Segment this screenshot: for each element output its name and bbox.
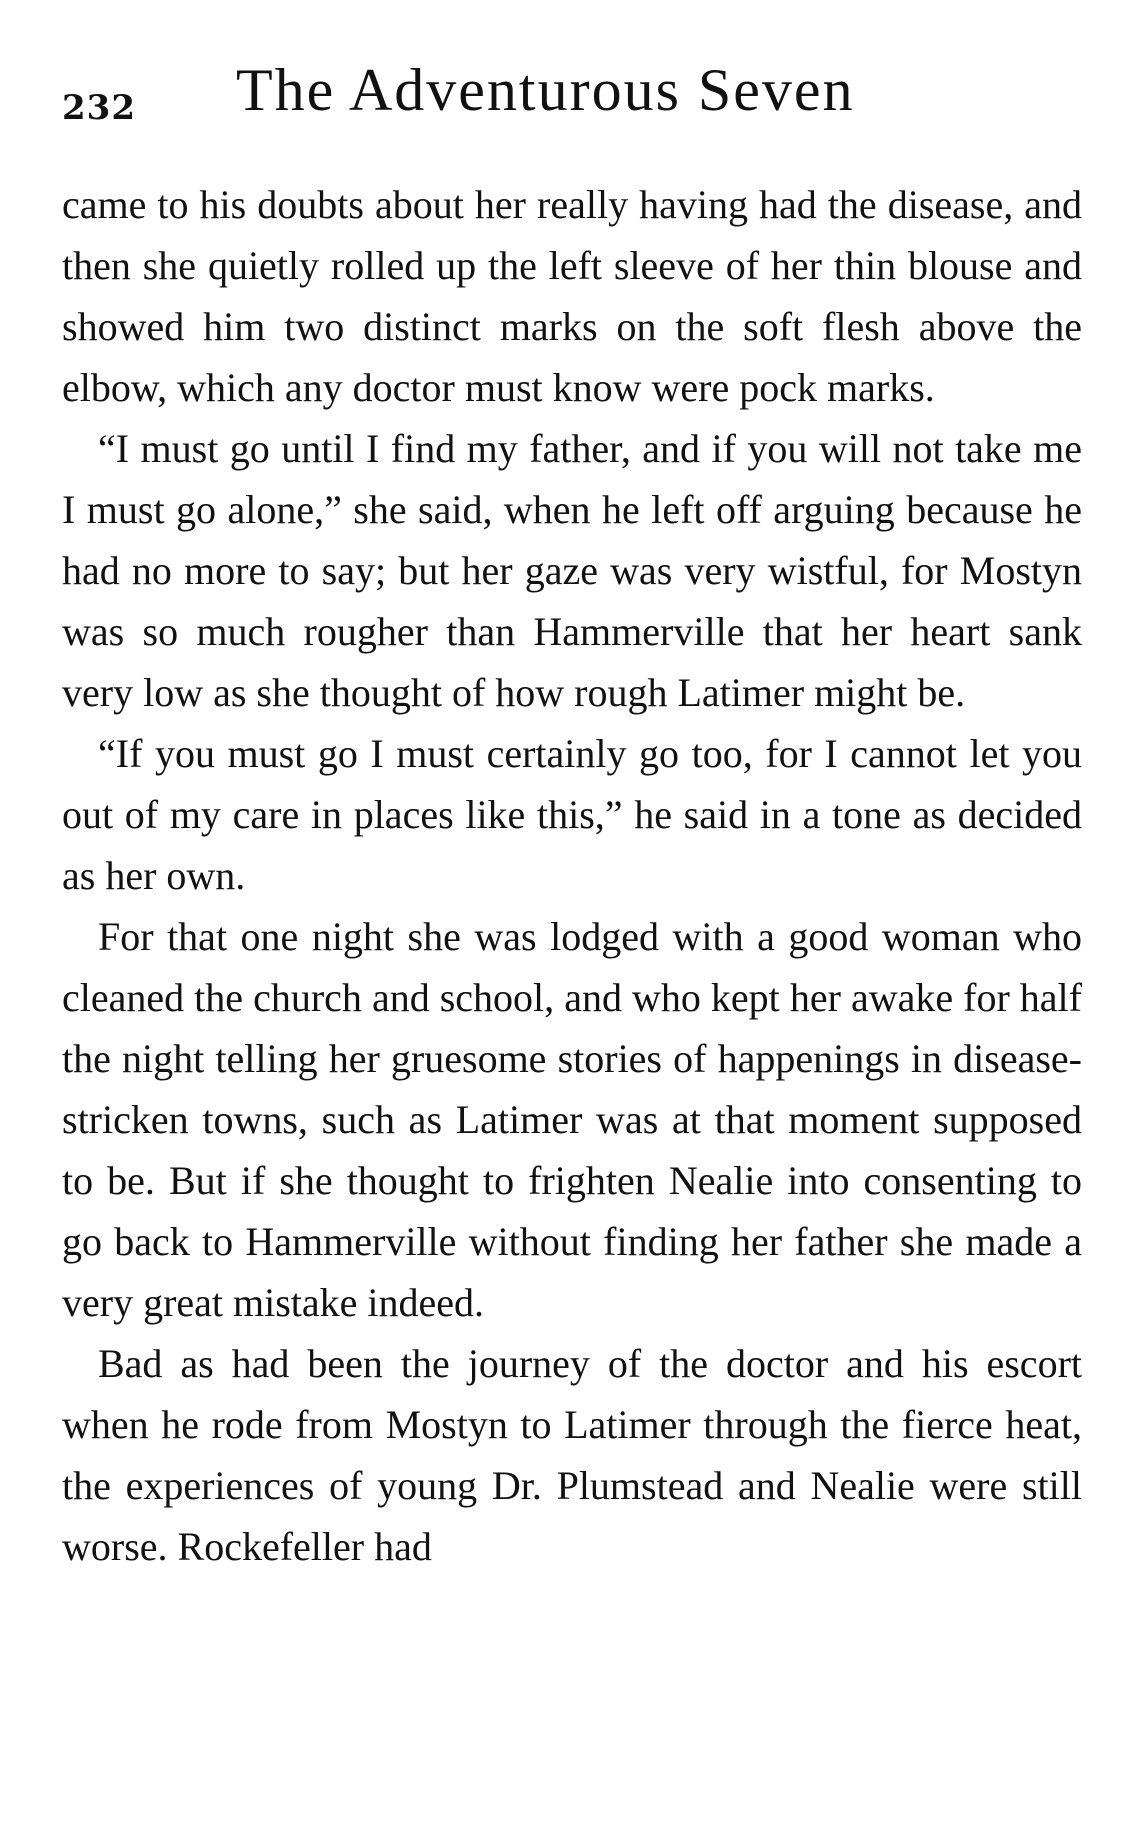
paragraph: For that one night she was lodged with a good woman who cleaned the church and school, and who kept her awake for half the night telling her gruesome stories of happenings in disease-stricken towns, such as Latimer was at that moment supposed to be. But if she thought to frighten Nealie into consenting to go back to Hammerville without finding her father she made a very great mistake indeed. [62,914,1082,1325]
paragraph: Bad as had been the journey of the doctor and his escort when he rode from Mostyn to Latimer through the fierce heat, the experiences of young Dr. Plumstead and Nealie were still worse. Rockefeller had [62,1341,1082,1569]
paragraph: “If you must go I must certainly go too, for I cannot let you out of my care in places like this,” he said in a tone as decided as her own. [62,731,1082,898]
paragraph: “I must go until I find my father, and if you will not take me I must go alone,” she said, when he left off arguing because he had no more to say; but her gaze was very wistful, for Mostyn was so much rougher than Hammerville that her heart sank very low as she thought of how rough Latimer might be. [62,426,1082,715]
book-page [62,40,1082,1577]
paragraph-continued: came to his doubts about her really having had the disease, and then she quietly rolled up the left sleeve of her thin blouse and showed him two distinct marks on the soft flesh above the elbow, which any doctor must know were pock marks. [62,182,1082,410]
body-text [62,174,1082,1577]
running-head [62,40,1082,150]
page-number: 232 [62,88,136,128]
running-title: The Adventurous Seven [236,57,855,123]
